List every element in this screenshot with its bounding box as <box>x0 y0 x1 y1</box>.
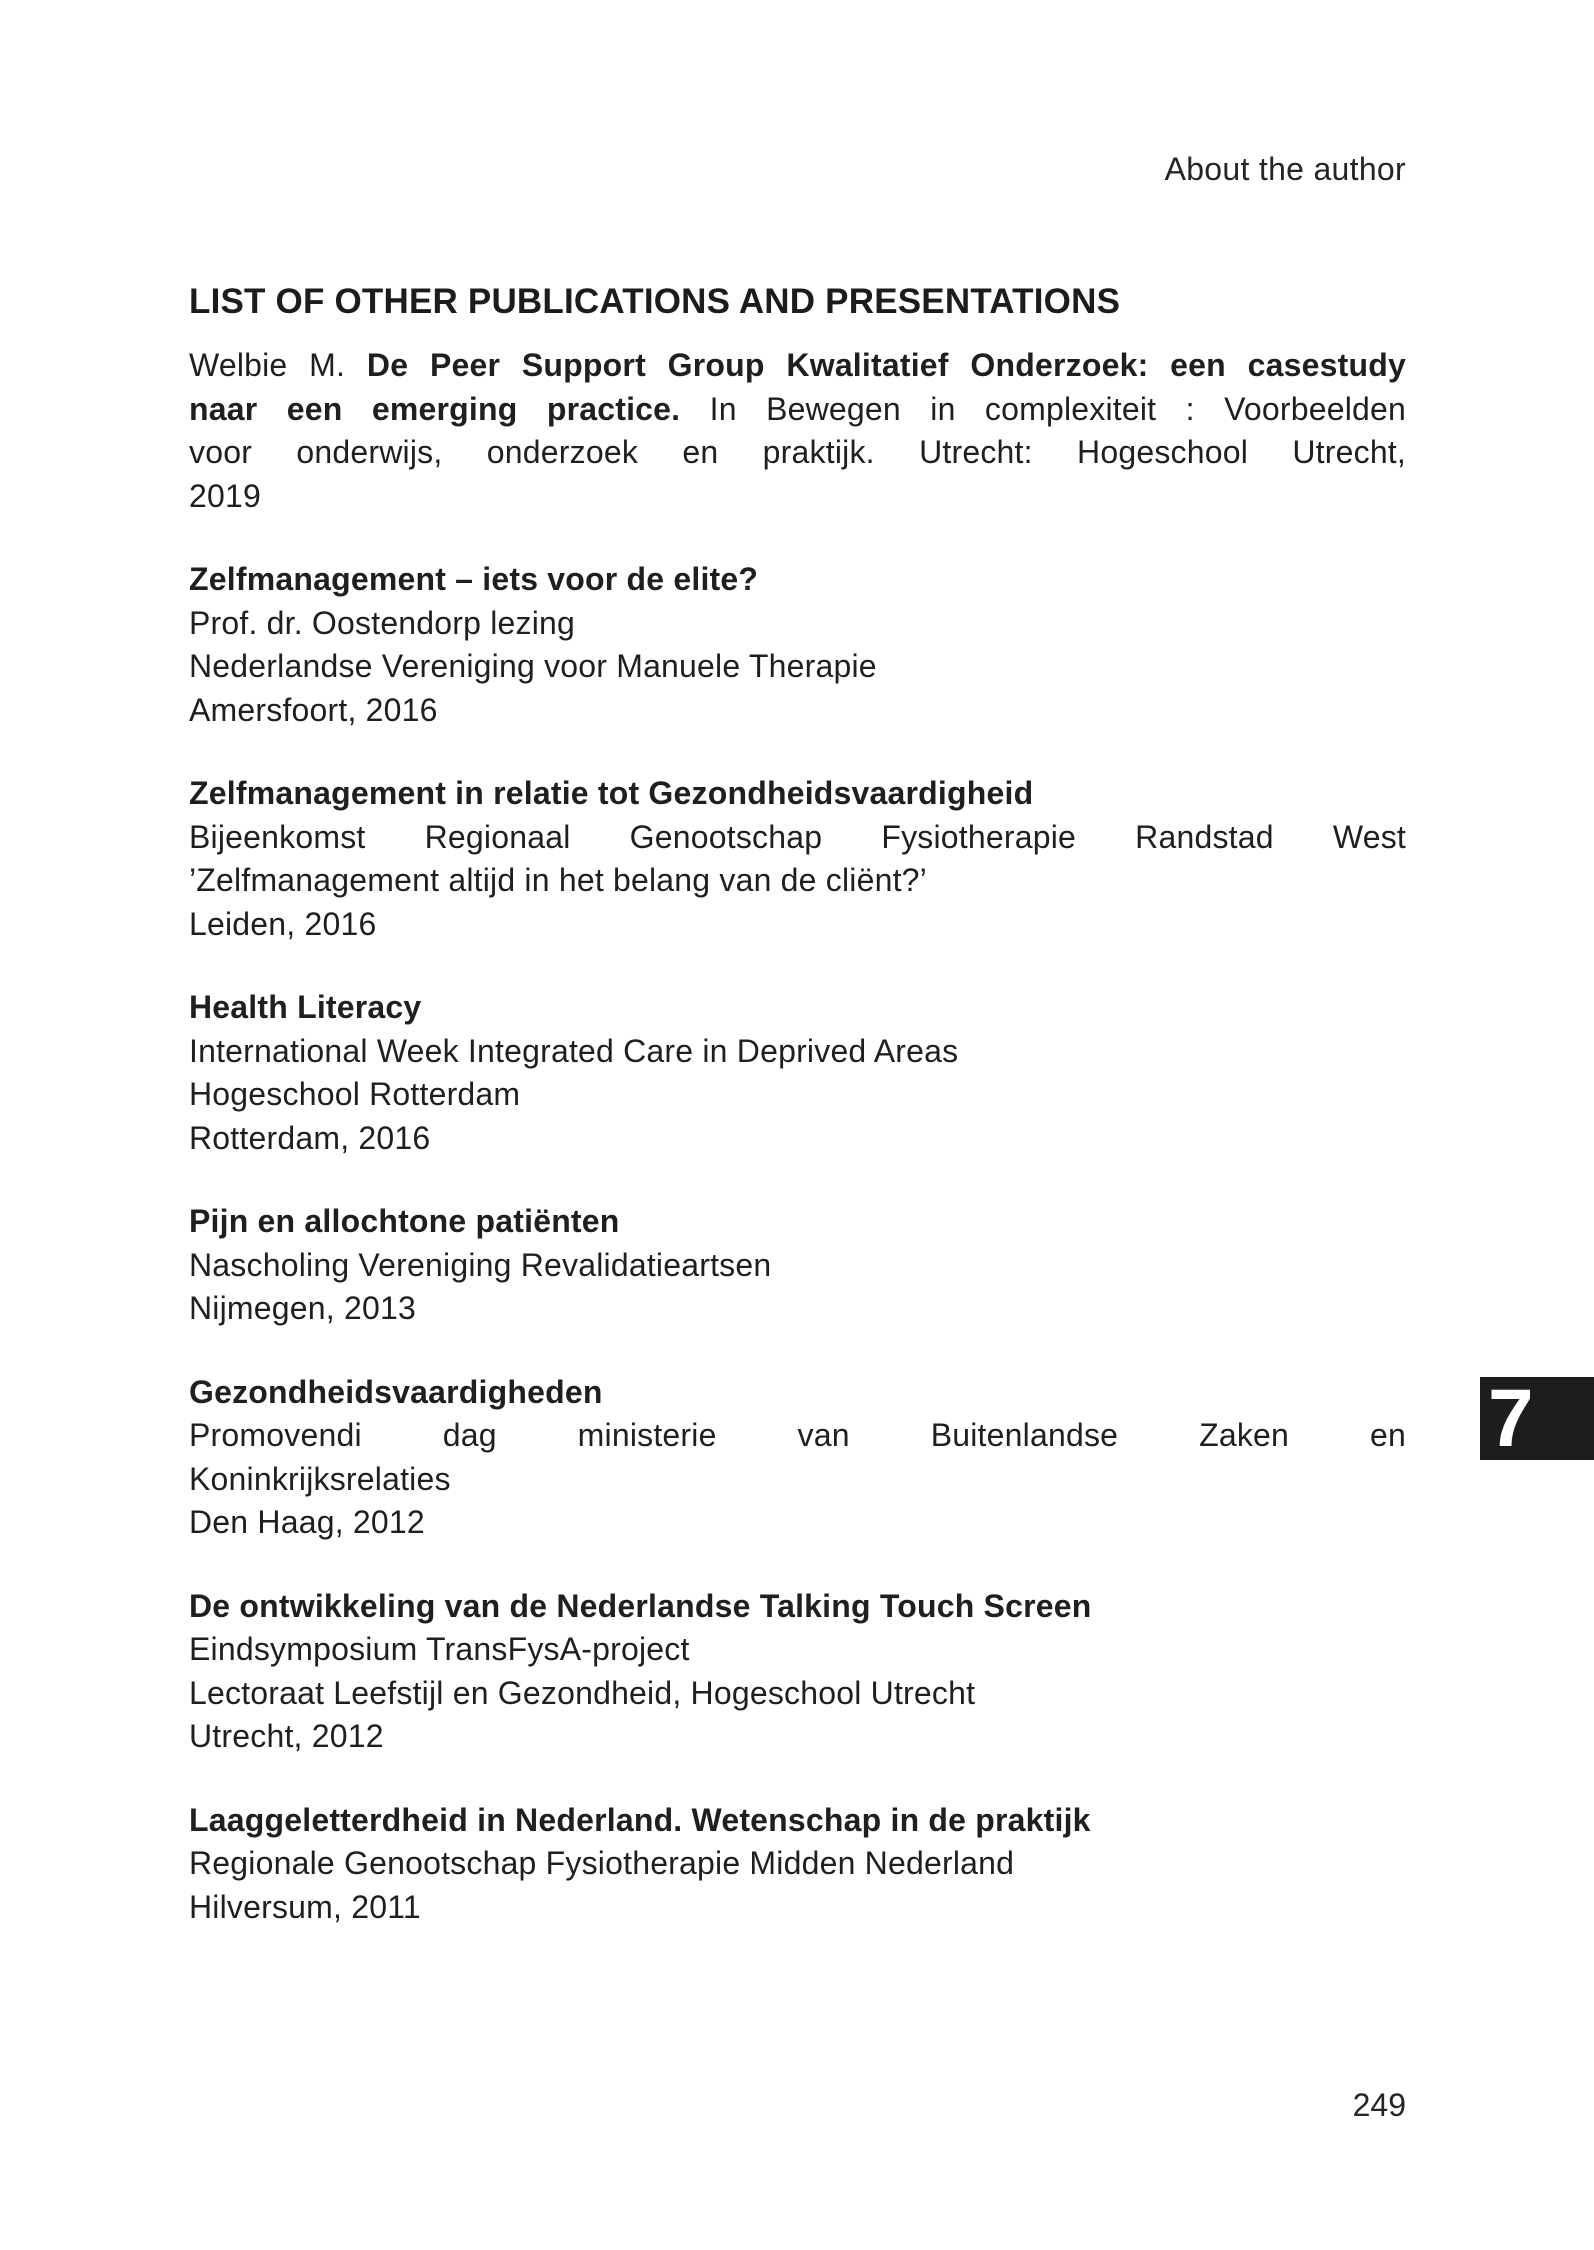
entry-line <box>189 1585 1406 1629</box>
entry-text: Prof. dr. Oostendorp lezing <box>189 604 576 641</box>
chapter-number: 7 <box>1488 1373 1534 1464</box>
entry-text: 2019 <box>189 477 261 514</box>
entry-text: Rotterdam, 2016 <box>189 1119 431 1156</box>
entry-line <box>189 388 1406 432</box>
entry-text-bold: Zelfmanagement – iets voor de elite? <box>189 561 759 597</box>
entry-line <box>189 859 1406 903</box>
entry-line <box>189 645 1406 689</box>
publications-list <box>189 344 1406 1969</box>
entry-text-bold: De ontwikkeling van de Nederlandse Talking Touch Screen <box>189 1587 1092 1624</box>
entry-line <box>189 1886 1406 1930</box>
entry-line <box>189 1799 1406 1843</box>
entry-line <box>189 689 1406 733</box>
publication-entry <box>189 1371 1406 1545</box>
entry-line <box>189 1030 1406 1074</box>
entry-text-bold: naar een emerging practice. <box>189 390 681 427</box>
entry-line <box>189 1715 1406 1759</box>
entry-text: Lectoraat Leefstijl en Gezondheid, Hogeschool Utrecht <box>189 1674 976 1711</box>
entry-text: Leiden, 2016 <box>189 905 377 942</box>
entry-line <box>189 344 1406 388</box>
entry-line <box>189 986 1406 1030</box>
entry-line <box>189 1672 1406 1716</box>
entry-line <box>189 1628 1406 1672</box>
entry-text: Bijeenkomst Regionaal Genootschap Fysiotherapie Randstad West <box>189 818 1406 855</box>
publication-entry <box>189 772 1406 946</box>
entry-text-bold: Laaggeletterdheid in Nederland. Wetenschap in de praktijk <box>189 1801 1091 1838</box>
page-title: LIST OF OTHER PUBLICATIONS AND PRESENTATIONS <box>189 282 1121 322</box>
entry-text: ’Zelfmanagement altijd in het belang van de cliënt?’ <box>189 862 927 898</box>
entry-text: Nijmegen, 2013 <box>189 1290 416 1326</box>
entry-line <box>189 1200 1406 1244</box>
entry-text: Welbie M. <box>189 347 367 383</box>
entry-text: Hilversum, 2011 <box>189 1888 421 1925</box>
entry-text: Nederlandse Vereniging voor Manuele Therapie <box>189 648 877 684</box>
entry-text: Amersfoort, 2016 <box>189 691 438 728</box>
publication-entry <box>189 1799 1406 1930</box>
entry-line <box>189 903 1406 947</box>
page-number: 249 <box>1352 2087 1406 2123</box>
entry-line <box>189 1117 1406 1161</box>
entry-text-bold: De Peer Support Group Kwalitatief Onderzoek: een casestudy <box>366 347 1406 383</box>
entry-text-bold: Gezondheidsvaardigheden <box>189 1373 603 1410</box>
entry-text-bold: Health Literacy <box>189 989 422 1025</box>
entry-text: International Week Integrated Care in Deprived Areas <box>189 1032 959 1069</box>
entry-line <box>189 1371 1406 1415</box>
entry-line <box>189 1842 1406 1886</box>
entry-text: In Bewegen in complexiteit : Voorbeelden <box>680 390 1406 427</box>
publication-entry <box>189 558 1406 732</box>
publication-entry <box>189 986 1406 1160</box>
entry-line <box>189 1287 1406 1331</box>
entry-line <box>189 558 1406 602</box>
entry-text: Utrecht, 2012 <box>189 1718 384 1754</box>
publication-entry <box>189 344 1406 518</box>
entry-line <box>189 816 1406 860</box>
entry-text: Nascholing Vereniging Revalidatieartsen <box>189 1246 772 1283</box>
entry-text: Den Haag, 2012 <box>189 1504 425 1540</box>
publication-entry <box>189 1200 1406 1331</box>
entry-text: Promovendi dag ministerie van Buitenlandse Zaken en <box>189 1417 1406 1453</box>
entry-line <box>189 1458 1406 1502</box>
entry-text: voor onderwijs, onderzoek en praktijk. Utrecht: Hogeschool Utrecht, <box>189 434 1406 470</box>
publication-entry <box>189 1585 1406 1759</box>
entry-text-bold: Zelfmanagement in relatie tot Gezondheidsvaardigheid <box>189 775 1034 811</box>
entry-line <box>189 602 1406 646</box>
entry-text: Hogeschool Rotterdam <box>189 1076 521 1112</box>
entry-text: Regionale Genootschap Fysiotherapie Midden Nederland <box>189 1845 1015 1881</box>
entry-line <box>189 475 1406 519</box>
entry-text: Eindsymposium TransFysA-project <box>189 1631 690 1667</box>
entry-line <box>189 431 1406 475</box>
entry-line <box>189 1414 1406 1458</box>
entry-text: Koninkrijksrelaties <box>189 1460 451 1497</box>
entry-line <box>189 1501 1406 1545</box>
chapter-tab <box>1480 1373 1594 1464</box>
entry-line <box>189 1244 1406 1288</box>
entry-line <box>189 772 1406 816</box>
entry-line <box>189 1073 1406 1117</box>
entry-text-bold: Pijn en allochtone patiënten <box>189 1203 620 1239</box>
running-header: About the author <box>1164 151 1406 187</box>
